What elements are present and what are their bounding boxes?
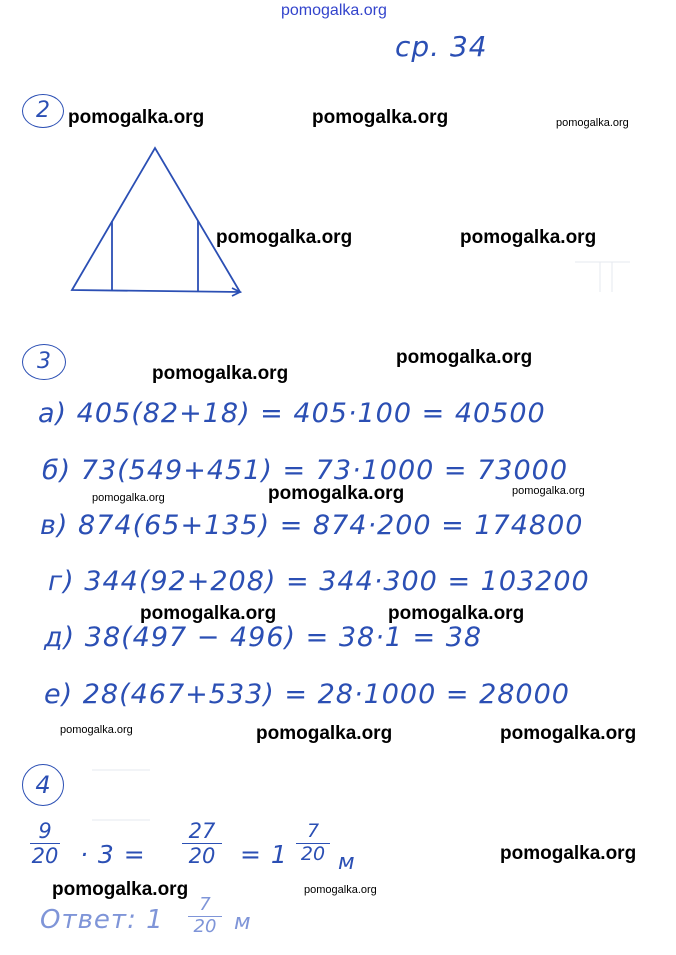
fraction-9-20-denominator: 20 (31, 844, 59, 869)
watermark: pomogalka.org (388, 603, 525, 624)
task-3-line-d: д) 38(497 − 496) = 38·1 = 38 (44, 622, 483, 653)
watermark: pomogalka.org (460, 227, 597, 248)
equals-one: = 1 (240, 840, 288, 869)
unit-meters: м (338, 850, 356, 875)
triangle-outline (72, 148, 240, 292)
watermark: pomogalka.org (216, 227, 353, 248)
fraction-7-20 (296, 822, 330, 865)
fraction-9-20 (30, 820, 60, 867)
answer-unit: м (234, 910, 252, 935)
fraction-27-20-numerator: 27 (188, 819, 216, 843)
task-3-line-b: б) 73(549+451) = 73·1000 = 73000 (42, 455, 569, 486)
watermark: pomogalka.org (68, 107, 205, 128)
answer-fraction-numerator: 7 (199, 894, 211, 915)
fraction-9-20-numerator: 9 (38, 819, 52, 843)
task-2-number: 2 (22, 94, 64, 128)
watermark: pomogalka.org (556, 117, 629, 129)
answer-label: Ответ: 1 (40, 905, 164, 935)
task-3-number: 3 (22, 344, 66, 380)
watermark: pomogalka.org (256, 723, 393, 744)
watermark: pomogalka.org (500, 723, 637, 744)
answer-fraction-denominator: 20 (193, 915, 217, 937)
watermark: pomogalka.org (52, 879, 189, 900)
watermark: pomogalka.org (152, 363, 289, 384)
task-3-line-v: в) 874(65+135) = 874·200 = 174800 (40, 510, 584, 541)
watermark: pomogalka.org (500, 843, 637, 864)
fraction-7-20-numerator: 7 (306, 820, 320, 842)
top-watermark: pomogalka.org (281, 2, 387, 19)
multiply-by-3: · 3 = (80, 840, 146, 869)
task-4-number: 4 (22, 764, 64, 806)
watermark: pomogalka.org (268, 483, 405, 504)
watermark: pomogalka.org (304, 884, 377, 896)
task-3-line-a: а) 405(82+18) = 405·100 = 40500 (38, 398, 546, 429)
answer-fraction (188, 896, 222, 937)
watermark: pomogalka.org (312, 107, 449, 128)
fraction-7-20-denominator: 20 (300, 842, 326, 865)
fraction-27-20-denominator: 20 (188, 844, 216, 869)
watermark: pomogalka.org (140, 603, 277, 624)
watermark: pomogalka.org (512, 485, 585, 497)
watermark: pomogalka.org (396, 347, 533, 368)
page-label: ср. 34 (395, 30, 488, 63)
fraction-27-20 (182, 820, 222, 867)
watermark: pomogalka.org (92, 492, 165, 504)
task-3-line-e: е) 28(467+533) = 28·1000 = 28000 (44, 679, 570, 710)
watermark: pomogalka.org (60, 724, 133, 736)
task-3-line-g: г) 344(92+208) = 344·300 = 103200 (48, 566, 590, 597)
